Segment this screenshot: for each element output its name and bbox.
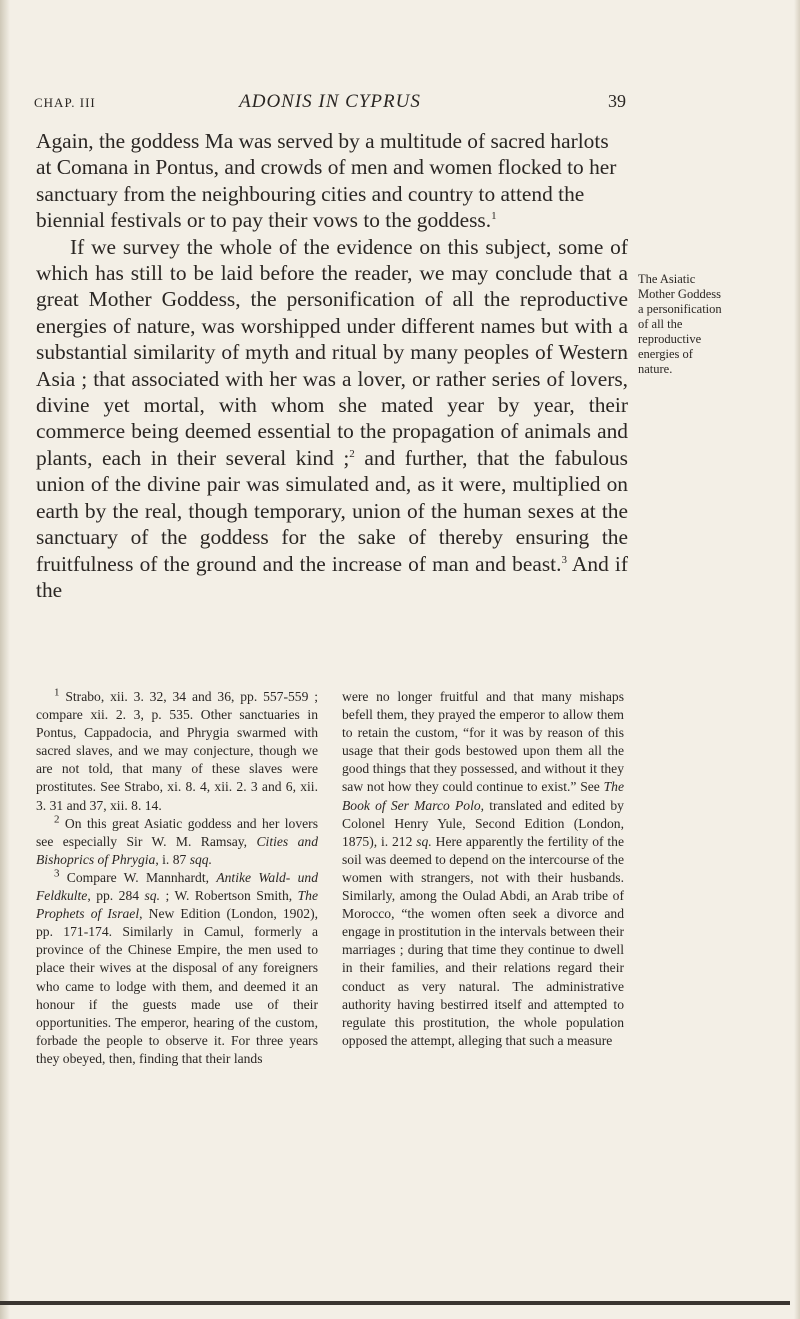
footnote-3-cont-text-a: were no longer fruitful and that many mishaps befell them, they prayed the emperor to allow them to retain the custom, “for it was by reason of this usage that their gods bestowed upon them all the good things that they possessed, and without it they saw not how they could continue to exist.” See xyxy=(342,689,624,795)
footnote-ref-2: 2 xyxy=(349,447,355,460)
footnote-2-number: 2 xyxy=(54,813,60,826)
footnote-ref-3: 3 xyxy=(561,553,567,566)
footnote-2-text-a: On this great Asiatic goddess and her lovers see especially Sir W. M. Ramsay, xyxy=(36,815,318,849)
paragraph-2 xyxy=(36,234,628,604)
footnote-3-cont-book-title: The Book of Ser Marco Polo xyxy=(342,779,624,813)
footnotes-right-column xyxy=(342,688,624,1050)
footnote-3-text-a: Compare W. Mannhardt, xyxy=(59,869,217,885)
paragraph-1-text: Again, the goddess Ma was served by a multitude of sacred harlots at Comana in Pontus, and crowds of men and women flocked to her sanctuary from the neighbouring cities and country to attend the biennial festivals or to pay their vows to the goddess. xyxy=(36,129,617,233)
footnote-3-book-title-a: Antike Wald- und Feldkulte xyxy=(36,869,318,904)
page-left-edge-shadow xyxy=(0,0,10,1319)
paragraph-2-text-c: And if the xyxy=(36,551,628,602)
footnote-3-number: 3 xyxy=(54,867,60,880)
footnote-3-text-d: , New Edition (London, 1902), pp. 171-174. Similarly in Camul, formerly a province of the Chinese Empire, the men used to place their wives at the disposal of any foreigners who came to lodge with them, and deemed it an honour if the guests made use of their opportunities. The emperor, hearing of the custom, forbade the people to observe it. For three years they obeyed, then, finding that their lands xyxy=(36,906,318,1066)
page-bottom-edge xyxy=(0,1301,790,1305)
footnote-3-sq: sq. xyxy=(144,888,161,904)
page-right-edge-shadow xyxy=(794,0,800,1319)
footnote-2-text-b: , i. 87 xyxy=(155,851,190,867)
main-text xyxy=(36,128,628,603)
footnote-2 xyxy=(36,815,318,869)
footnote-3-cont-text-c: Here apparently the fertility of the soil was deemed to depend on the intercourse of the women with strangers, not with their husbands. Similarly, among the Oulad Abdi, an Arab tribe of Morocco, “the women often seek a divorce and engage in prostitution in the intervals between their marriages ; during that time they continue to dwell in their families, and their relations regard their conduct as very natural. The administrative authority having bestirred itself and attempted to regulate this prostitution, the whole population opposed the attempt, alleging that such a measure xyxy=(342,833,625,1048)
footnotes-left-column xyxy=(36,688,318,1068)
footnote-3-cont-sq: sq. xyxy=(416,833,432,849)
footnote-3 xyxy=(36,869,318,1068)
footnote-3-text-c: ; W. Robertson Smith, xyxy=(160,888,298,904)
footnote-ref-1: 1 xyxy=(491,210,497,223)
margin-note: The Asiatic Mother Goddess a personification of all the reproductive energies of nature. xyxy=(638,272,722,376)
footnote-3-book-title-b: The Prophets of Israel xyxy=(36,888,318,922)
paragraph-2-text-a: If we survey the whole of the evidence on this subject, some of which has still to be laid before the reader, we may conclude that a great Mother Goddess, the personification of all the reproductive energies of nature, was worshipped under different names but with a substantial similarity of myth and ritual by many peoples of Western Asia ; that associated with her was a lover, or rather series of lovers, divine yet mortal, with whom she mated year by year, their commerce being deemed essential to the propagation of animals and plants, each in their several kind ; xyxy=(36,234,628,470)
footnote-1-text: Strabo, xii. 3. 32, 34 and 36, pp. 557-559 ; compare xii. 2. 3, p. 535. Other sanctuaries in Pontus, Cappadocia, and Phrygia swarmed with sacred slaves, and we may conjecture, though we are not told, that many of these slaves were prostitutes. See Strabo, xi. 8. 4, xii. 2. 3 and 6, xii. 3. 31 and 37, xii. 8. 14. xyxy=(36,689,318,813)
paragraph-1 xyxy=(36,128,628,234)
footnote-2-sqq: sqq. xyxy=(189,851,212,867)
paragraph-2-text-b: and further, that the fabulous union of the divine pair was simulated and, as it were, multiplied on earth by the real, though temporary, union of the human sexes at the sanctuary of the goddess for the sake of thereby ensuring the fruitfulness of the ground and the increase of man and beast. xyxy=(36,445,628,576)
page-number: 39 xyxy=(608,91,626,111)
running-title: ADONIS IN CYPRUS xyxy=(239,91,421,112)
footnote-3-continued xyxy=(342,688,624,1050)
footnote-3-cont-text-b: , translated and edited by Colonel Henry Yule, Second Edition (London, 1875), i. 212 xyxy=(342,797,624,849)
footnote-3-text-b: , pp. 284 xyxy=(87,888,145,904)
chapter-label: CHAP. III xyxy=(34,95,96,110)
footnote-2-book-title: Cities and Bishoprics of Phrygia xyxy=(36,833,318,867)
footnote-1-number: 1 xyxy=(54,686,60,699)
footnote-1 xyxy=(36,688,318,815)
page-header xyxy=(34,91,626,115)
